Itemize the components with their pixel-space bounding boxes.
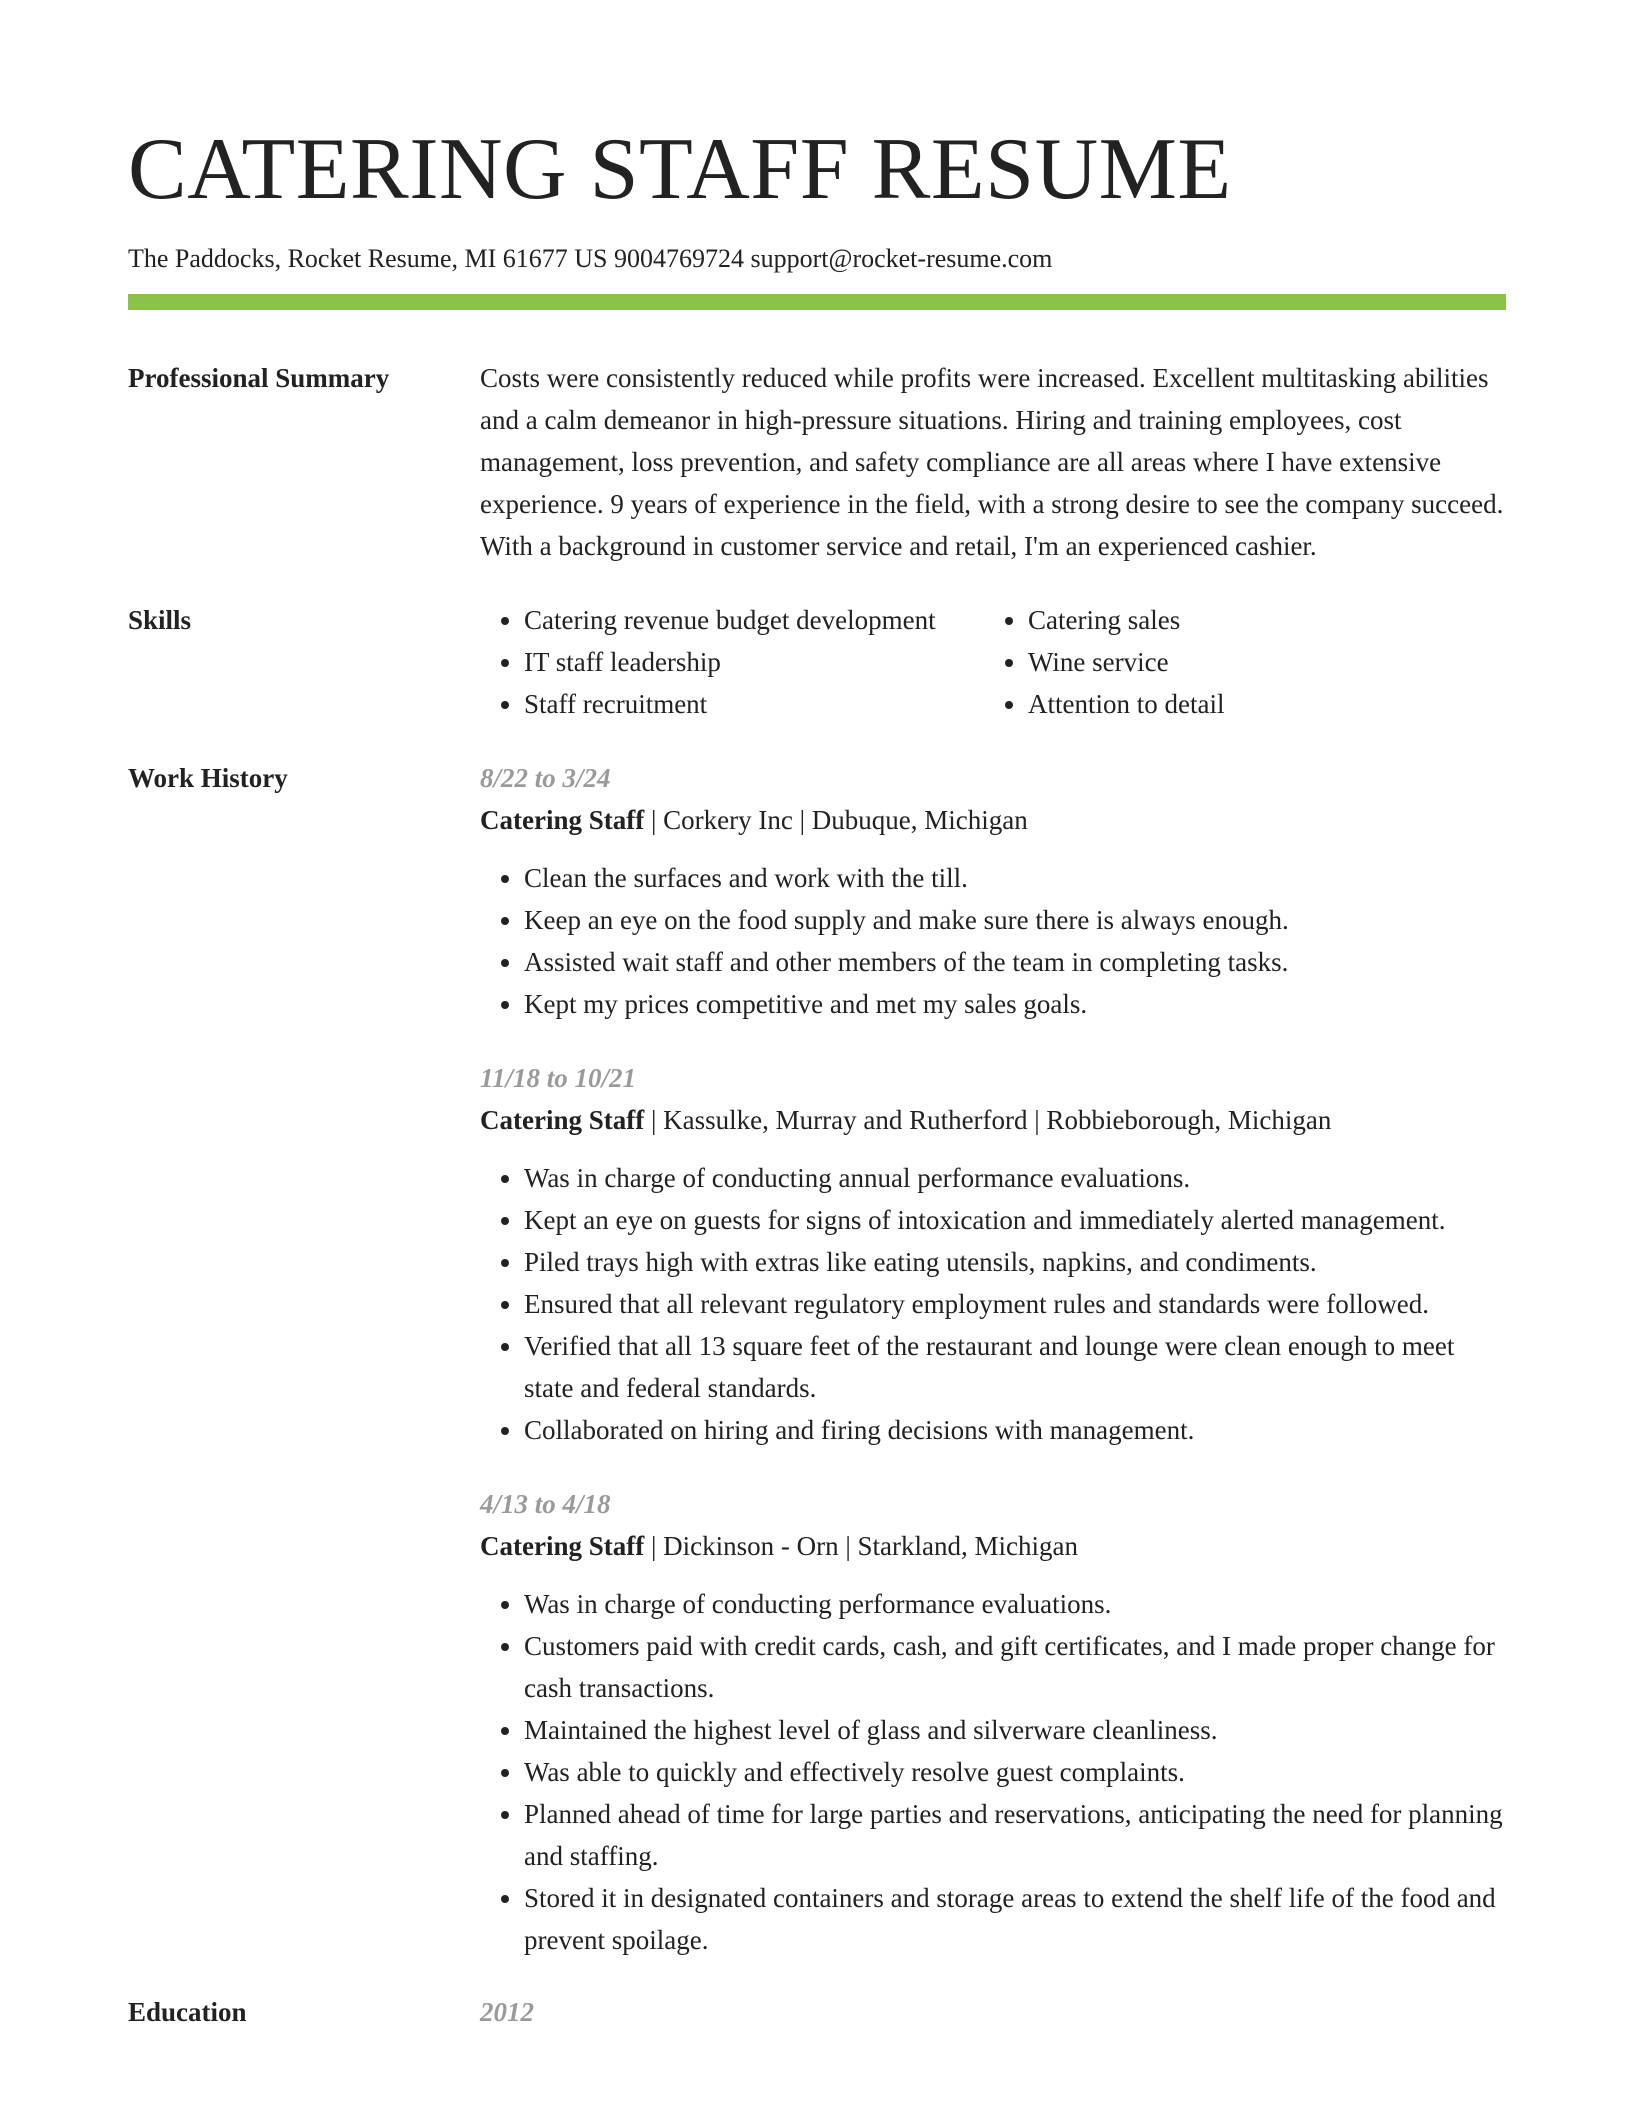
resume-title: CATERING STAFF RESUME <box>128 121 1232 218</box>
job-duty: • Verified that all 13 square feet of the restaurant and lounge were clean enough to meet state and federal standards. <box>524 1325 1506 1409</box>
job-title: Catering Staff <box>480 1531 645 1561</box>
work-history-section <box>128 757 1506 1961</box>
education-year: 2012 <box>480 1997 534 2027</box>
job-heading <box>480 1525 1506 1567</box>
job-heading <box>480 799 1506 841</box>
job-duty: • Kept an eye on guests for signs of intoxication and immediately alerted management. <box>524 1199 1506 1241</box>
skill-item: • Wine service <box>1028 641 1458 683</box>
job-duty: • Kept my prices competitive and met my sales goals. <box>524 983 1506 1025</box>
section-label-summary: Professional Summary <box>128 363 390 393</box>
job-duties-list <box>480 1583 1506 1961</box>
job-duty: • Was able to quickly and effectively resolve guest complaints. <box>524 1751 1506 1793</box>
job-entry <box>480 757 1506 1025</box>
accent-divider <box>128 294 1506 310</box>
job-employer-location: | Corkery Inc | Dubuque, Michigan <box>644 805 1028 835</box>
skill-item: • Catering revenue budget development <box>524 599 984 641</box>
job-entry <box>480 1483 1506 1961</box>
job-duty: • Maintained the highest level of glass and silverware cleanliness. <box>524 1709 1506 1751</box>
job-duty: • Collaborated on hiring and firing decisions with management. <box>524 1409 1506 1451</box>
job-dates: 4/13 to 4/18 <box>480 1489 611 1519</box>
job-employer-location: | Kassulke, Murray and Rutherford | Robbieborough, Michigan <box>644 1105 1332 1135</box>
resume-page <box>128 0 1506 2033</box>
job-title: Catering Staff <box>480 805 645 835</box>
job-duties-list <box>480 1157 1506 1451</box>
summary-text: Costs were consistently reduced while profits were increased. Excellent multitasking abilities and a calm demeanor in high-pressure situations. Hiring and training employees, cost management, loss prevention, and safety compliance are all areas where I have extensive experience. 9 years of experience in the field, with a strong desire to see the company succeed. With a background in customer service and retail, I'm an experienced cashier. <box>480 363 1504 561</box>
job-duty: • Customers paid with credit cards, cash, and gift certificates, and I made proper change for cash transactions. <box>524 1625 1506 1709</box>
section-label-education: Education <box>128 1997 247 2027</box>
section-label-skills: Skills <box>128 605 192 635</box>
job-duties-list <box>480 857 1506 1025</box>
job-title: Catering Staff <box>480 1105 645 1135</box>
job-entry <box>480 1057 1506 1451</box>
job-duty: • Was in charge of conducting performance evaluations. <box>524 1583 1506 1625</box>
job-duty: • Ensured that all relevant regulatory employment rules and standards were followed. <box>524 1283 1506 1325</box>
job-duty: • Clean the surfaces and work with the till. <box>524 857 1506 899</box>
contact-line: The Paddocks, Rocket Resume, MI 61677 US 9004769724 support@rocket-resume.com <box>128 244 1053 273</box>
section-label-work: Work History <box>128 763 288 793</box>
skill-item: • Staff recruitment <box>524 683 984 725</box>
job-duty: • Piled trays high with extras like eating utensils, napkins, and condiments. <box>524 1241 1506 1283</box>
skills-list-left <box>480 599 984 725</box>
education-section <box>128 1991 1506 2033</box>
job-duty: • Was in charge of conducting annual performance evaluations. <box>524 1157 1506 1199</box>
job-employer-location: | Dickinson - Orn | Starkland, Michigan <box>644 1531 1078 1561</box>
job-duty: • Keep an eye on the food supply and make sure there is always enough. <box>524 899 1506 941</box>
skill-item: • Catering sales <box>1028 599 1458 641</box>
job-duty: • Stored it in designated containers and storage areas to extend the shelf life of the food and prevent spoilage. <box>524 1877 1506 1961</box>
job-dates: 11/18 to 10/21 <box>480 1063 637 1093</box>
professional-summary-section <box>128 357 1506 567</box>
job-duty: • Assisted wait staff and other members of the team in completing tasks. <box>524 941 1506 983</box>
job-heading <box>480 1099 1506 1141</box>
skill-item: • IT staff leadership <box>524 641 984 683</box>
job-duty: • Planned ahead of time for large parties and reservations, anticipating the need for planning and staffing. <box>524 1793 1506 1877</box>
skill-item: • Attention to detail <box>1028 683 1458 725</box>
job-dates: 8/22 to 3/24 <box>480 763 611 793</box>
skills-section <box>128 599 1506 725</box>
skills-list-right <box>984 599 1458 725</box>
